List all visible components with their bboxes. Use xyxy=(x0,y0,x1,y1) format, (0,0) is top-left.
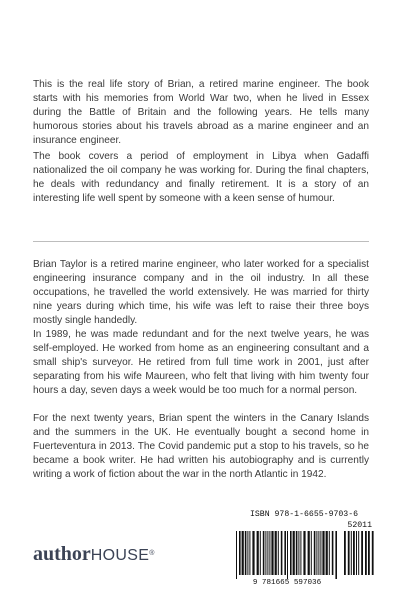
barcode-bar xyxy=(271,531,273,575)
barcode-bar xyxy=(368,531,370,575)
barcode-bar xyxy=(356,531,357,575)
barcode-bar xyxy=(320,531,321,575)
isbn-barcode xyxy=(232,510,376,590)
publisher-logo xyxy=(33,543,154,567)
barcode-bar xyxy=(296,531,298,575)
barcode-digits: 9 781665 597036 xyxy=(252,579,322,587)
barcode-bar xyxy=(269,531,270,575)
isbn-label: ISBN 978-1-6655-9703-6 xyxy=(249,510,359,519)
barcode-bar xyxy=(361,531,363,575)
barcode-bar xyxy=(308,531,310,575)
barcode-bar xyxy=(278,531,279,575)
barcode-bar xyxy=(265,531,266,575)
author-bio-paragraph-2: In 1989, he was made redundant and for the next twelve years, he was self-employed. He worked from home as an engineering consultant and a small ship's surveyor. He retired from full time work in 2001, just after separating from his wife Maureen, who felt that living with him twenty four hours a day, seven days a week would be too much for a normal person. xyxy=(33,329,369,396)
barcode-bar xyxy=(365,531,367,575)
barcode-bar xyxy=(314,531,316,575)
barcode-bar xyxy=(322,531,324,575)
barcode-bars xyxy=(232,531,376,579)
barcode-bar xyxy=(267,531,268,575)
barcode-bar xyxy=(351,531,352,575)
barcode-bar xyxy=(249,531,250,575)
barcode-bar xyxy=(236,531,237,579)
barcode-bar xyxy=(284,531,286,575)
barcode-bar xyxy=(300,531,301,575)
barcode-bar xyxy=(293,531,295,575)
barcode-bar xyxy=(281,531,283,575)
barcode-bar xyxy=(358,531,359,575)
barcode-bar xyxy=(287,531,288,579)
barcode-bar xyxy=(326,531,328,575)
synopsis-paragraph-2: The book covers a period of employment in Libya when Gadaffi nationalized the oil company he was working for. During the final chapters, he deals with redundancy and finally retirement. It is a story of an interesting life well spent by someone with a keen sense of humour. xyxy=(33,151,369,204)
synopsis-paragraph-1: This is the real life story of Brian, a retired marine engineer. The book starts with his memories from World War two, when he lived in Essex during the Battle of Britain and the following years. He tells many humorous stories about his travels abroad as a marine engineer and an insurance engineer. xyxy=(33,79,369,146)
trademark-symbol: ® xyxy=(149,550,155,557)
barcode-bar xyxy=(311,531,312,575)
barcode-bar xyxy=(329,531,330,575)
publisher-logo-part2: HOUSE xyxy=(90,547,150,564)
barcode-bar xyxy=(242,531,244,575)
barcode-bar xyxy=(353,531,355,575)
barcode-bar xyxy=(332,531,334,575)
barcode-bar xyxy=(344,531,346,575)
barcode-bar xyxy=(247,531,248,575)
barcode-bar xyxy=(252,531,254,575)
barcode-bar xyxy=(372,531,374,575)
barcode-bar xyxy=(303,531,305,575)
barcode-bar xyxy=(257,531,259,575)
barcode-bar xyxy=(298,531,299,575)
barcode-bar xyxy=(348,531,350,575)
barcode-bar xyxy=(263,531,265,575)
addon-code: 52011 xyxy=(347,521,372,530)
barcode-bar xyxy=(318,531,319,575)
barcode-bar xyxy=(245,531,247,575)
barcode-bar xyxy=(275,531,277,575)
author-bio-paragraph-3: For the next twenty years, Brian spent the winters in the Canary Islands and the summers in the UK. He eventually bought a second home in Fuerteventura in 2013. The Covid pandemic put a stop to his travels, so he became a book writer. He had written his autobiography and is currently writing a work of fiction about the war in the north Atlantic in 1942. xyxy=(33,413,369,480)
publisher-logo-part1: author xyxy=(33,543,91,565)
barcode-bar xyxy=(260,531,261,575)
barcode-bar xyxy=(290,531,292,575)
barcode-bar xyxy=(239,531,241,575)
author-bio-paragraph-1: Brian Taylor is a retired marine engineer, who later worked for a specialist engineering insurance company and in the oil industry. In all these occupations, he travelled the world extensively. He was married for thirty nine years during which time, his wife was left to raise their three boys mostly single handedly. xyxy=(33,259,369,326)
barcode-bar xyxy=(316,531,317,575)
barcode-bar xyxy=(335,531,337,579)
section-divider xyxy=(33,241,369,242)
